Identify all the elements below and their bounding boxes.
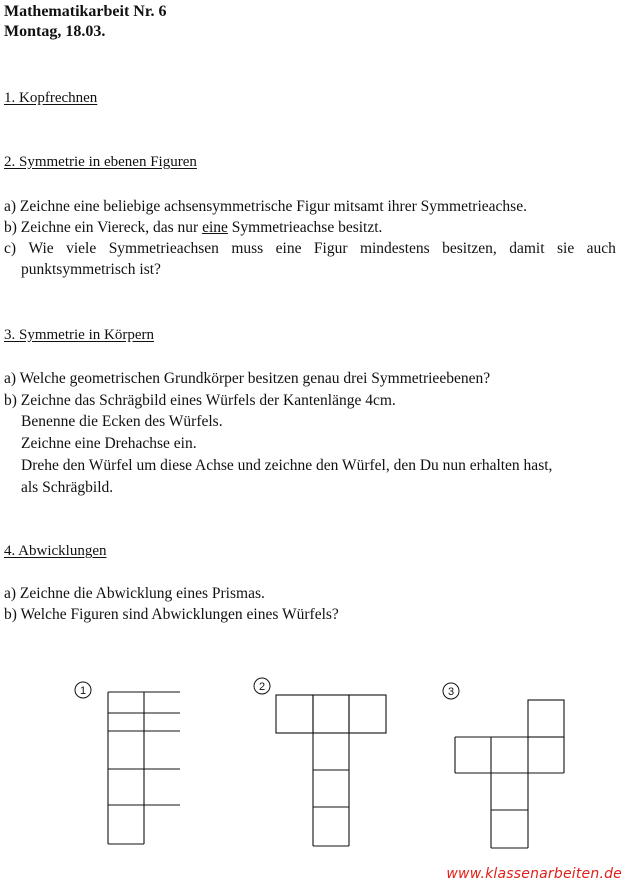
page-title: Mathematikarbeit Nr. 6 bbox=[4, 3, 167, 20]
task-2b-start: b) Zeichne ein Viereck, das nur bbox=[4, 219, 203, 236]
section-4-heading: 4. Abwicklungen bbox=[4, 543, 107, 559]
task-2b-emphasis: eine bbox=[202, 219, 228, 236]
task-2c-word: auch bbox=[586, 240, 616, 257]
task-2c-word: Symmetrieachsen bbox=[108, 240, 219, 257]
task-2c-word: muss bbox=[231, 240, 264, 257]
task-2c-word: Figur bbox=[313, 240, 348, 257]
task-2c-continued: punktsymmetrisch ist? bbox=[21, 261, 161, 278]
task-2b-end: Symmetrieachse besitzt. bbox=[227, 219, 383, 236]
task-3b-step-1: Benenne die Ecken des Würfels. bbox=[21, 413, 223, 430]
task-2c-word: c) bbox=[4, 240, 17, 257]
task-4b: b) Welche Figuren sind Abwicklungen eines Würfels? bbox=[4, 606, 339, 623]
cube-net-3 bbox=[455, 700, 564, 848]
figure-label-1: 1 bbox=[79, 685, 87, 697]
task-4a: a) Zeichne die Abwicklung eines Prismas. bbox=[4, 585, 265, 602]
task-2c-word: besitzen, bbox=[442, 240, 497, 257]
exam-date: Montag, 18.03. bbox=[4, 23, 106, 40]
task-2c-word: damit bbox=[509, 240, 545, 257]
footer-watermark-url[interactable]: www.klassenarbeiten.de bbox=[446, 866, 622, 882]
cube-net-1 bbox=[108, 692, 180, 844]
task-2a: a) Zeichne eine beliebige achsensymmetrische Figur mitsamt ihrer Symmetrieachse. bbox=[4, 198, 527, 215]
task-3b-step-2: Zeichne eine Drehachse ein. bbox=[21, 435, 197, 452]
figure-label-2: 2 bbox=[258, 681, 266, 693]
section-1-heading: 1. Kopfrechnen bbox=[4, 90, 98, 106]
section-3-heading: 3. Symmetrie in Körpern bbox=[4, 327, 154, 343]
task-2c-word: Wie bbox=[28, 240, 54, 257]
task-3b: b) Zeichne das Schrägbild eines Würfels der Kantenlänge 4cm. bbox=[4, 392, 396, 409]
task-3b-step-3: Drehe den Würfel um diese Achse und zeichne den Würfel, den Du nun erhalten hast, bbox=[21, 457, 553, 474]
task-3b-step-4: als Schrägbild. bbox=[21, 479, 114, 496]
task-3a: a) Welche geometrischen Grundkörper besitzen genau drei Symmetrieebenen? bbox=[4, 370, 491, 387]
cube-net-2 bbox=[276, 695, 386, 846]
figure-label-3: 3 bbox=[447, 686, 455, 698]
task-2c-word: sie bbox=[556, 240, 575, 257]
task-2c-word: eine bbox=[275, 240, 302, 257]
task-2c-word: mindestens bbox=[359, 240, 430, 257]
task-2c-word: viele bbox=[66, 240, 97, 257]
figure-labels bbox=[75, 678, 459, 699]
section-2-heading: 2. Symmetrie in ebenen Figuren bbox=[4, 154, 197, 170]
